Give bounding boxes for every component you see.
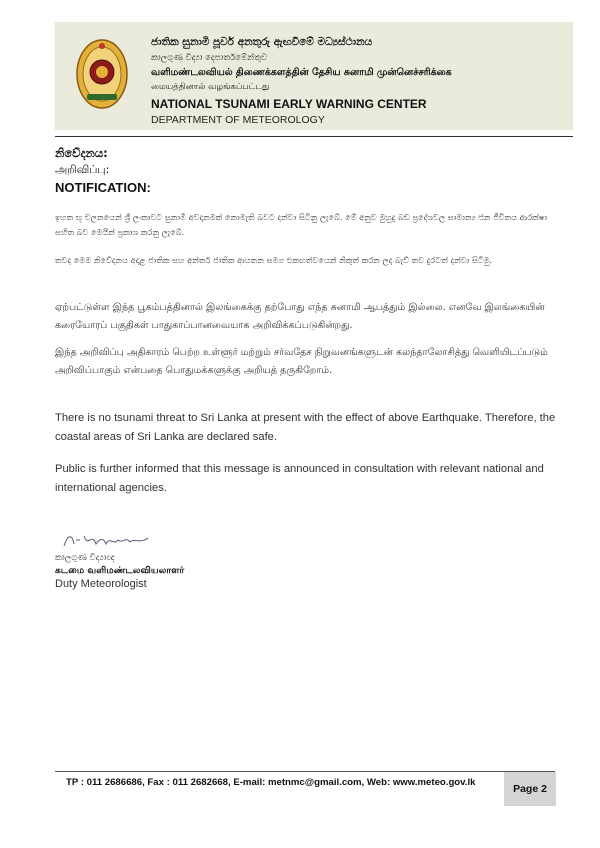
- notification-title-english: NOTIFICATION:: [55, 180, 151, 195]
- header-tamil-subtitle: மையத்தினால் வழங்கப்பட்டது: [151, 82, 270, 92]
- tamil-paragraph-2: இந்த அறிவிப்பு அதிகாரம் பெற்ற உள்ளூர் மற்றும் சர்வதேச நிறுவனங்களுடன் கலந்தாலோசித்து வெளியிடப்படும் அறிவிப்பாகும் என்பதை பொதுமக்களுக்கு அறியத் தருகிறோம்.: [55, 347, 548, 376]
- handwritten-signature: [62, 530, 152, 552]
- header-divider: [55, 136, 573, 137]
- header-english-title: NATIONAL TSUNAMI EARLY WARNING CENTER: [151, 97, 427, 111]
- page-number: Page 2: [504, 772, 556, 806]
- letterhead: [55, 22, 573, 130]
- signatory-title-sinhala: කාලගුණ විද්‍යාඥ: [55, 553, 115, 563]
- signatory-title-english: Duty Meteorologist: [55, 578, 147, 590]
- notification-title-sinhala: නිවේදනය:: [55, 146, 108, 160]
- signatory-title-tamil: கடமை வளிமண்டலவியலாளர்: [55, 565, 185, 576]
- sinhala-paragraph-2: තවද මෙම නිවේදනය අදාළ ජාතික සහ අන්තර් ජාතික ආයතන සමග එකඟත්වයෙන් නිකුත් කරන ලද බැව් තව දුරටත් දන්වා සිටිමු.: [55, 255, 493, 265]
- sinhala-paragraph-1: ඉහත භූ චලනයෙන් ශ්‍රී ලංකාවට සුනාමි අවදානමක් නොමැති බවට දන්වා සිටිනු ලැබේ. මේ අනුව මුහුදු බඩ ප්‍රදේශවල සාමාන්‍ය ජන ජීවිතය ආරක්ෂා සහිත බව මෙයින් ප්‍රකාශ කරනු ලැබේ.: [55, 212, 548, 237]
- tamil-paragraph-1: ஏற்பட்டுள்ள இந்த பூகம்பத்தினால் இலங்கைக்கு தற்போது எந்த சுனாமி ஆபத்தும் இல்லை. எனவே இலங்கையின் கரையோரப் பகுதிகள் பாதுகாப்பானவையாக அறிவிக்கப்படுகின்றது.: [55, 302, 545, 331]
- footer-contact-info: TP : 011 2686686, Fax : 011 2682668, E-mail: metnmc@gmail.com, Web: www.meteo.gov.lk: [66, 777, 476, 788]
- header-sinhala-title: ජාතික සුනාමි පූර්ව අනතුරු ඇඟවීමේ මධ්‍යස්ථානය: [151, 36, 373, 48]
- signature-block: [55, 553, 184, 590]
- english-paragraph-1: There is no tsunami threat to Sri Lanka at present with the effect of above Earthquake. Therefore, the coastal areas of Sri Lanka are declared safe.: [55, 412, 556, 443]
- footer-divider: [55, 771, 555, 772]
- english-paragraph-2: Public is further informed that this message is announced in consultation with relevant national and international agencies.: [55, 463, 544, 494]
- header-tamil-title: வளிமண்டலவியல் திணைக்களத்தின் தேசிய சுனாமி முன்னெச்சரிக்கை: [151, 67, 452, 78]
- header-sinhala-department: කාලගුණ විද්‍යා දෙපාර්තමේන්තුව: [151, 53, 268, 63]
- notification-heading: [55, 146, 151, 195]
- header-english-department: DEPARTMENT OF METEOROLOGY: [151, 114, 325, 126]
- sri-lanka-emblem-icon: [75, 36, 129, 112]
- notification-title-tamil: அறிவிப்பு:: [55, 163, 110, 176]
